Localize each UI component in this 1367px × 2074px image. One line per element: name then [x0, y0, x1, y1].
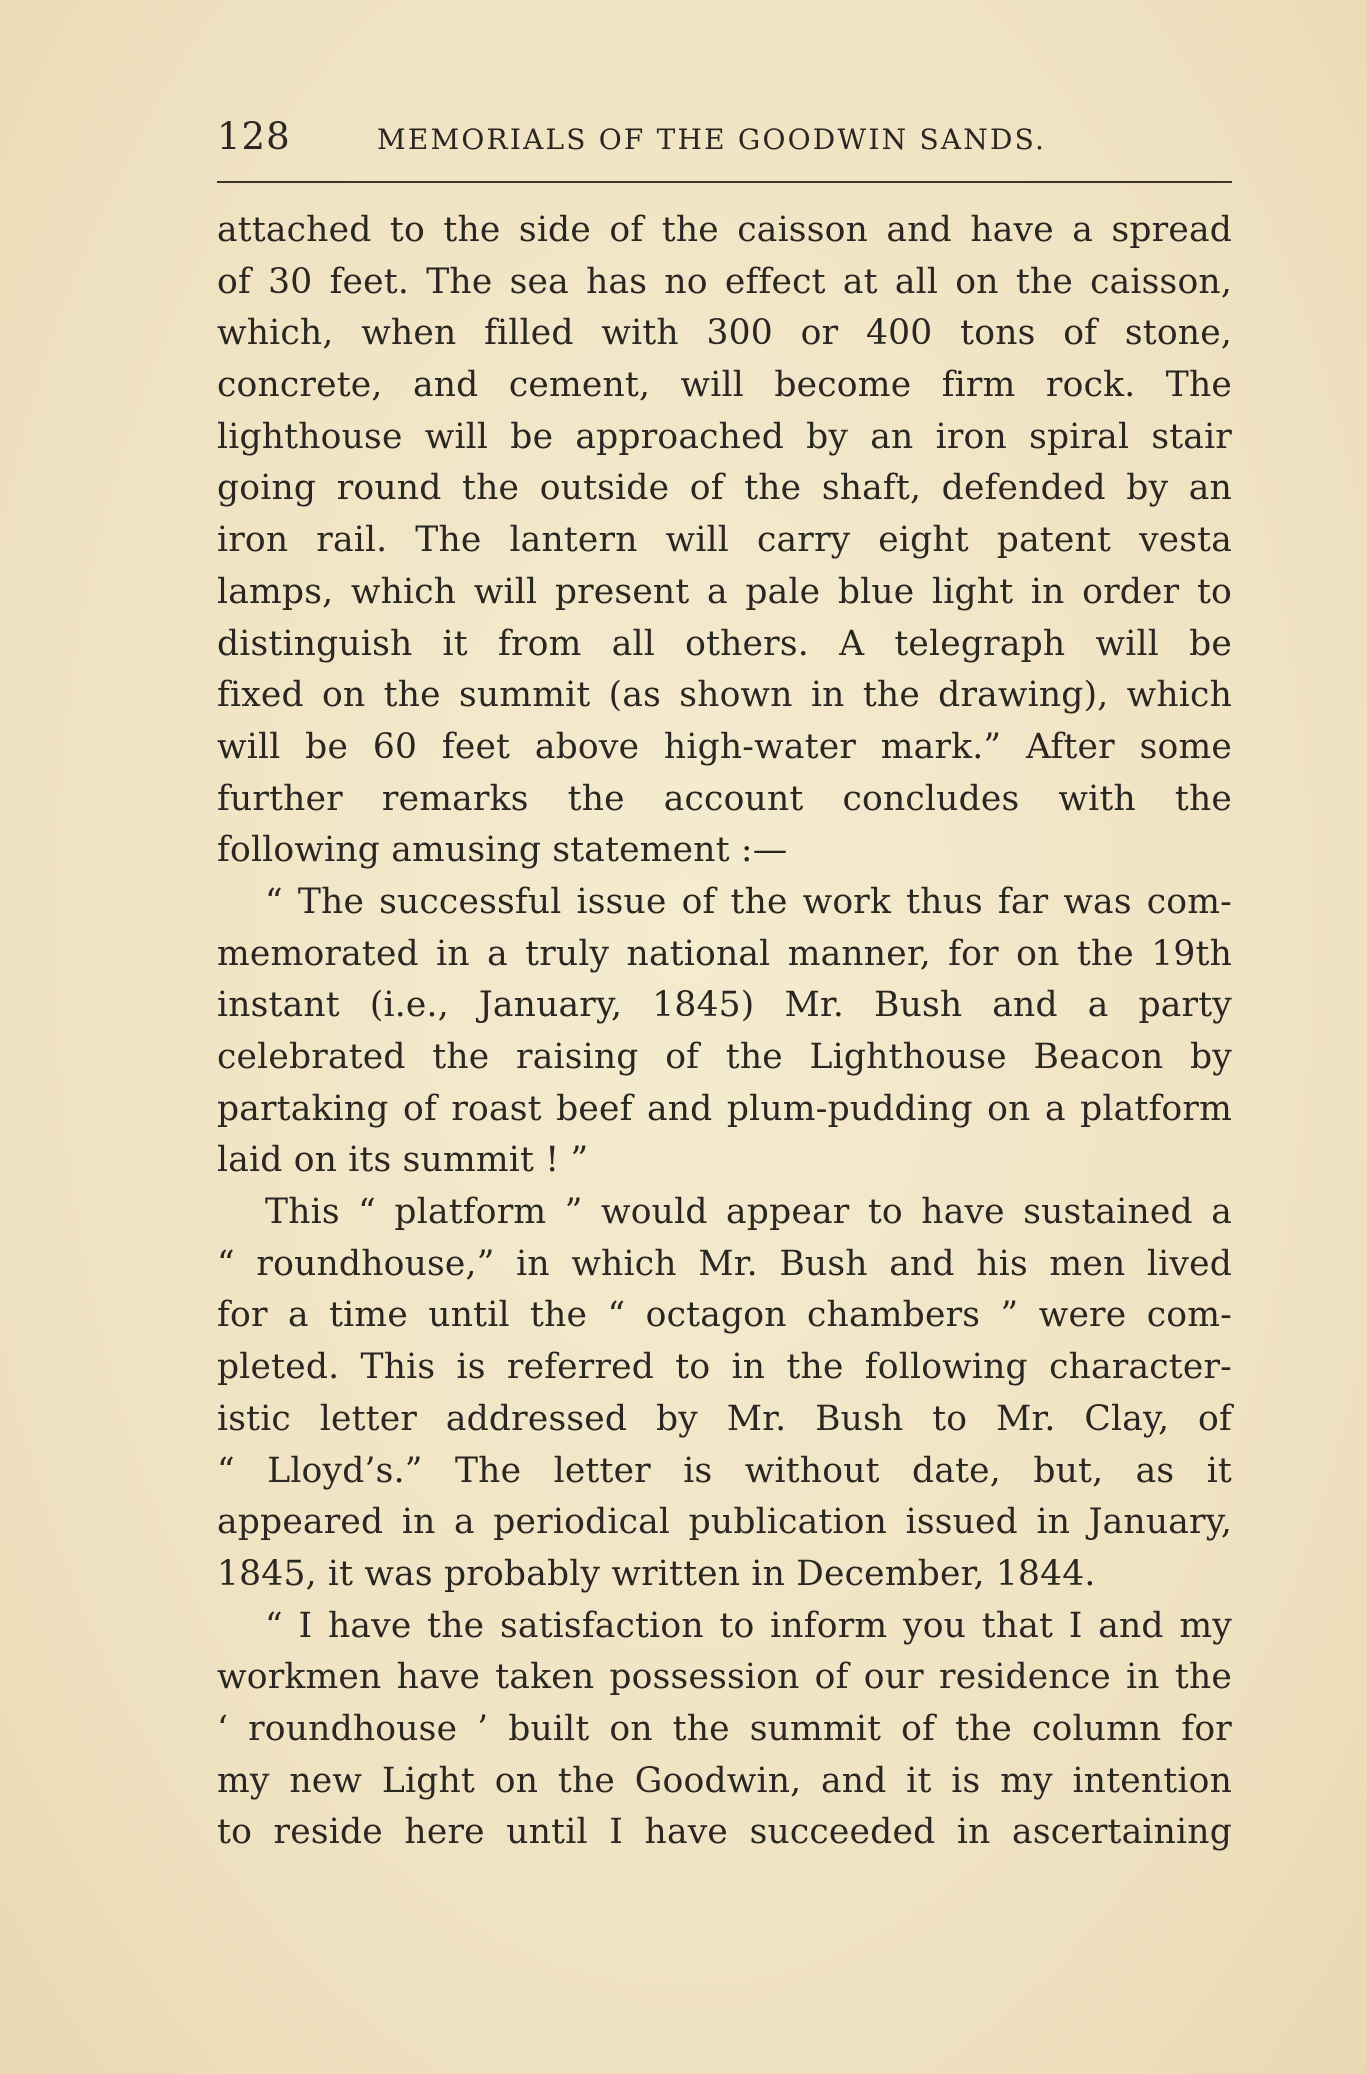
text-line: to reside here until I have succeeded in ascertaining: [217, 1812, 1232, 1853]
text-line: instant (i.e., January, 1845) Mr. Bush and a party: [217, 985, 1232, 1026]
text-line: pleted. This is referred to in the following character-: [217, 1347, 1232, 1388]
text-line: istic letter addressed by Mr. Bush to Mr. Clay, of: [217, 1398, 1232, 1439]
text-line: This “ platform ” would appear to have sustained a: [265, 1192, 1232, 1233]
text-line: my new Light on the Goodwin, and it is my intention: [217, 1760, 1232, 1801]
text-line: of 30 feet. The sea has no effect at all on the caisson,: [217, 261, 1232, 302]
text-line: lamps, which will present a pale blue light in order to: [217, 571, 1232, 612]
text-line: “ Lloyd’s.” The letter is without date, but, as it: [217, 1450, 1232, 1491]
text-line: “ I have the satisfaction to inform you that I and my: [265, 1605, 1232, 1646]
text-line: “ roundhouse,” in which Mr. Bush and his men lived: [217, 1243, 1232, 1284]
text-line: for a time until the “ octagon chambers ” were com-: [217, 1295, 1232, 1336]
text-line: memorated in a truly national manner, for on the 19th: [217, 933, 1232, 974]
text-line: following amusing statement :—: [217, 830, 788, 871]
text-line: 1845, it was probably written in December, 1844.: [217, 1553, 1096, 1594]
text-line: will be 60 feet above high-water mark.” After some: [217, 726, 1232, 767]
text-line: “ The successful issue of the work thus far was com-: [265, 881, 1232, 922]
running-title: MEMORIALS OF THE GOODWIN SANDS.: [377, 123, 1047, 156]
text-line: ‘ roundhouse ’ built on the summit of the column for: [217, 1708, 1232, 1749]
text-line: lighthouse will be approached by an iron spiral stair: [217, 416, 1232, 457]
page-number: 128: [217, 115, 291, 158]
text-line: appeared in a periodical publication issued in January,: [217, 1502, 1232, 1543]
text-line: concrete, and cement, will become firm rock. The: [217, 365, 1232, 406]
text-line: attached to the side of the caisson and have a spread: [217, 210, 1232, 250]
text-line: which, when filled with 300 or 400 tons of stone,: [217, 313, 1232, 354]
header-rule: [217, 181, 1232, 183]
text-line: going round the outside of the shaft, defended by an: [217, 468, 1232, 509]
text-line: further remarks the account concludes with the: [217, 778, 1232, 819]
text-line: celebrated the raising of the Lighthouse Beacon by: [217, 1037, 1232, 1077]
text-line: laid on its summit ! ”: [217, 1140, 589, 1181]
page-header: [217, 112, 1232, 172]
body-text: [217, 205, 1232, 1859]
text-line: workmen have taken possession of our residence in the: [217, 1657, 1232, 1698]
text-line: iron rail. The lantern will carry eight patent vesta: [217, 520, 1232, 561]
text-line: partaking of roast beef and plum-pudding on a platform: [217, 1088, 1232, 1129]
text-line: fixed on the summit (as shown in the drawing), which: [217, 675, 1232, 716]
text-line: distinguish it from all others. A telegraph will be: [217, 623, 1232, 664]
